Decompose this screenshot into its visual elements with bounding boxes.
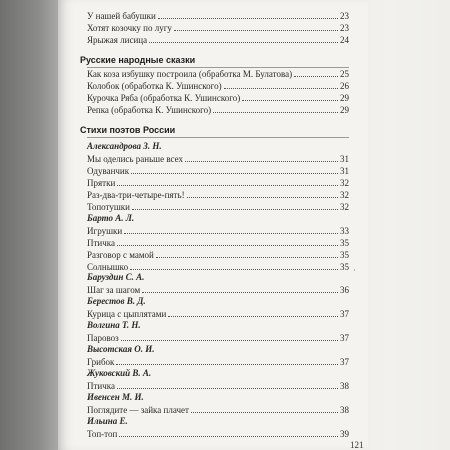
toc-entry [87,80,349,92]
toc-entry-page: 32 [340,178,349,188]
toc-entry-title: У нашей бабушки [87,11,156,21]
author-name: Волгина Т. Н. [87,320,141,330]
toc-entry [87,225,349,237]
toc-entry [87,177,349,189]
toc-entry [87,189,349,201]
toc-entry-page: 31 [340,166,349,176]
toc-entry [87,249,349,261]
toc-entry-page: 37 [340,333,349,343]
toc-entry [87,404,349,416]
toc-entry-title: Паровоз [87,333,119,343]
toc-entry [87,308,349,320]
toc-entry-title: Колобок (обработка К. Ушинского) [87,81,222,91]
toc-entry-page: 32 [340,202,349,212]
toc-entry-page: 23 [340,11,349,21]
page-right-area [368,0,450,450]
toc-entry-page: 32 [340,190,349,200]
toc-entry-title: Репка (обработка К. Ушинского) [87,105,212,115]
toc-entry-title: Как коза избушку построила (обработка М. Булатова) [87,69,293,79]
toc-entry-page: 33 [340,226,349,236]
toc-entry [87,237,349,249]
toc-entry-page: 24 [340,35,349,45]
toc-entry-title: Поглядите — зайка плачет [87,405,189,415]
toc-entry-title: Шаг за шагом [87,285,141,295]
toc-entry-page: 29 [340,105,349,115]
toc-entry-page: 37 [340,309,349,319]
toc-entry-title: Солнышко [87,262,129,272]
toc-entry [87,34,349,46]
toc-entry-page: 37 [340,357,349,367]
toc-entry-title: Топ-топ [87,429,118,439]
toc-entry [87,104,349,116]
toc-entry-title: Мы оделись раньше всех [87,154,184,164]
toc-entry [87,201,349,213]
author-name: Александрова З. Н. [87,141,162,151]
toc-entry-title: Одуванчик [87,166,130,176]
toc-entry-title: Курица с цыплятами [87,309,167,319]
toc-entry-page: 35 [340,250,349,260]
toc-entry-page: 31 [340,154,349,164]
page-gutter-shadow [0,0,58,450]
toc-entry [87,22,349,34]
toc-entry [87,165,349,177]
page-number: 121 [350,440,364,450]
author-name: Ивенсен М. И. [87,392,144,402]
toc-entry [87,92,349,104]
toc-entry-title: Птичка [87,238,116,248]
toc-entry-title: Птичка [87,381,116,391]
author-name: Ильина Е. [87,416,128,426]
toc-entry-title: Разговор с мамой [87,250,154,260]
toc-entry [87,153,349,165]
author-name: Берестов В. Д. [87,296,146,306]
toc-entry-page: 23 [340,23,349,33]
toc-entry-page: 25 [340,69,349,79]
author-name: Жуковский В. А. [87,368,152,378]
author-name: Барто А. Л. [87,213,135,223]
toc-entry-page: 36 [340,285,349,295]
page-speck: · [353,266,356,275]
toc-entry-page: 26 [340,81,349,91]
section-rule [87,137,349,138]
section-heading-poets: Стихи поэтов России [80,125,176,135]
toc-entry-page: 39 [340,429,349,439]
toc-entry-title: Хотят козочку по лугу [87,23,172,33]
toc-entry-page: 38 [340,405,349,415]
toc-entry-title: Раз-два-три-четыре-пять! [87,190,185,200]
toc-entry [87,284,349,296]
toc-entry-page: 38 [340,381,349,391]
toc-entry-title: Топотушки [87,202,130,212]
toc-entry-page: 35 [340,238,349,248]
toc-entry [87,380,349,392]
toc-entry [87,10,349,22]
toc-entry-title: Курочка Ряба (обработка К. Ушинского) [87,93,241,103]
section-heading-folk-tales: Русские народные сказки [80,55,196,65]
toc-entry [87,332,349,344]
toc-entry [87,428,349,440]
toc-entry-title: Прятки [87,178,116,188]
toc-entry-page: 29 [340,93,349,103]
toc-entry-page: 35 [340,262,349,272]
toc-entry-title: Игрушки [87,226,123,236]
author-name: Высотская О. И. [87,344,155,354]
toc-entry [87,356,349,368]
toc-entry [87,68,349,80]
author-name: Баруздин С. А. [87,272,145,282]
toc-entry-title: Грибок [87,357,115,367]
toc-entry-title: Ярыжая лисица [87,35,148,45]
